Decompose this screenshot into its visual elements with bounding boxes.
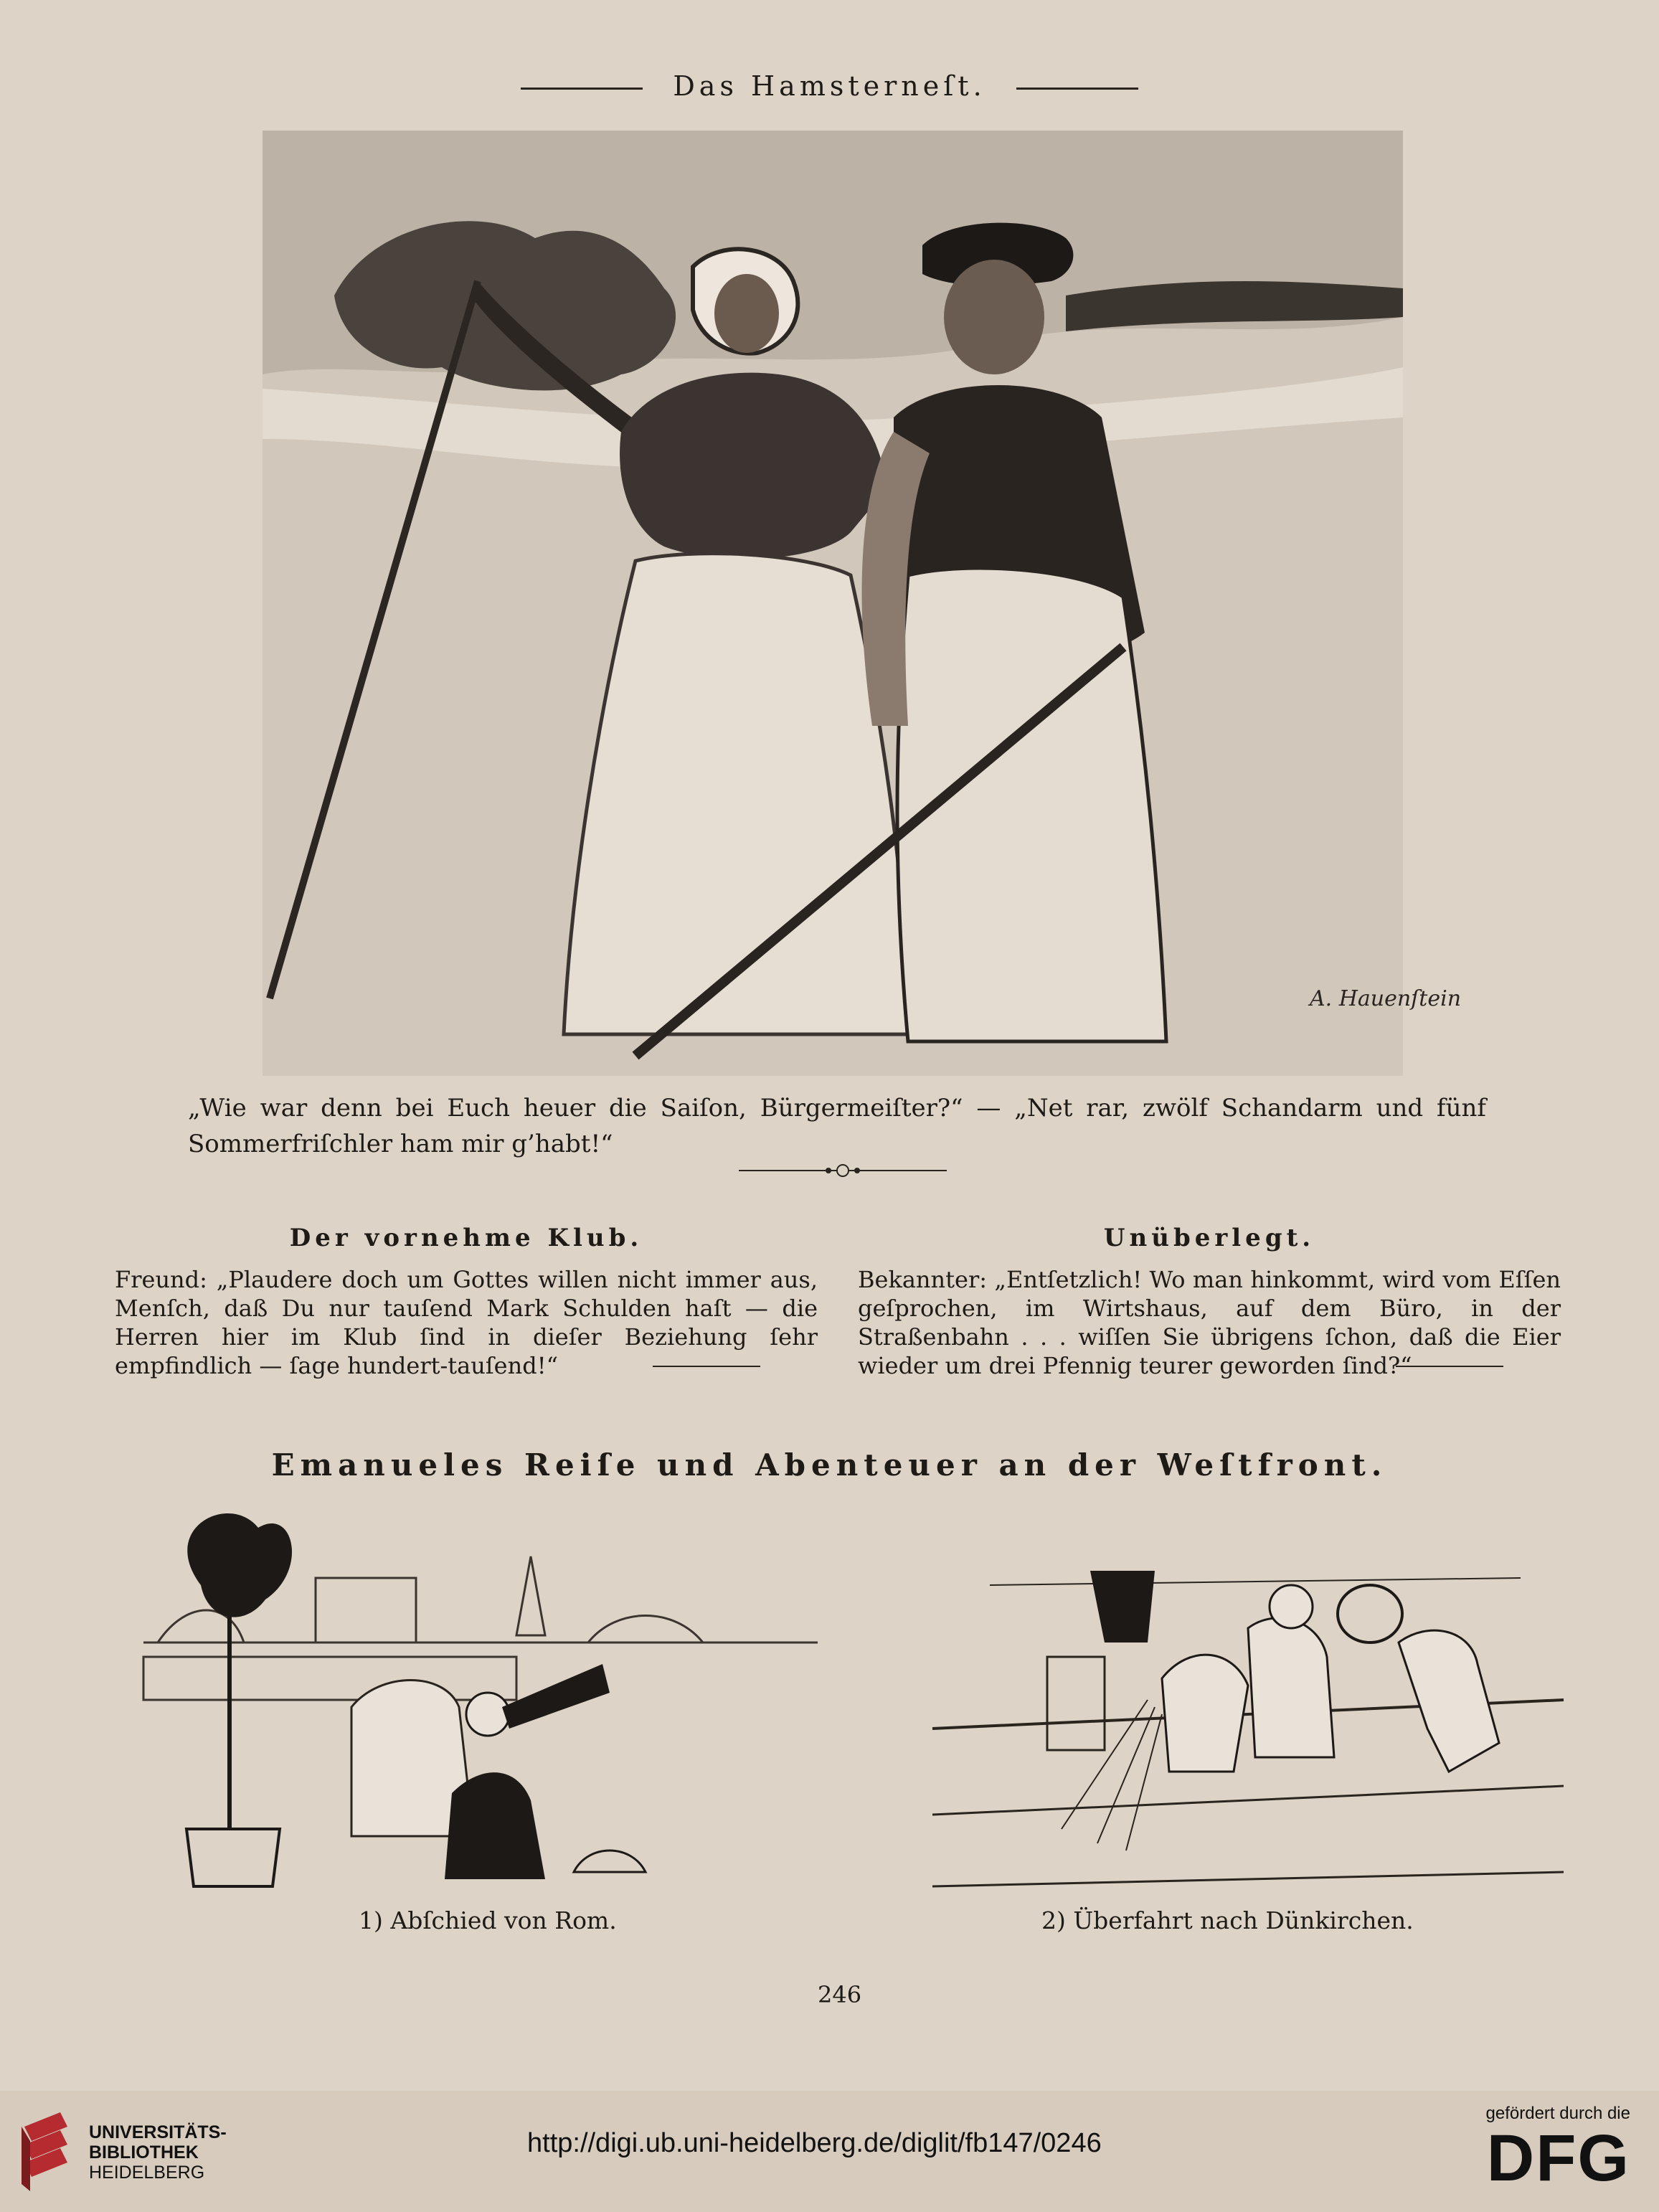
right-column-title: Unüberlegt.	[1103, 1224, 1315, 1252]
permalink-url[interactable]: http://digi.ub.uni-heidelberg.de/diglit/fb147/0246	[527, 2128, 1102, 2158]
right-column-text: Bekannter: „Entſetzlich! Wo man hinkommt, wird vom Eſſen geſprochen, im Wirtshaus, auf dem Büro, in der Straßenbahn . . . wiſſen Sie übrigens ſchon, daß die Eier wieder um drei Pfennig teurer geworden ſind?“	[858, 1266, 1561, 1379]
artist-signature: A. Hauenſtein	[1310, 986, 1462, 1011]
potted-tree	[187, 1513, 292, 1617]
panel-1-drawing	[143, 1499, 818, 1894]
panel-illustration-2	[932, 1513, 1564, 1901]
sailor-1	[1248, 1618, 1334, 1757]
panel-1-caption: 1) Abſchied von Rom.	[359, 1906, 617, 1934]
main-caption: „Wie war denn bei Euch heuer die Saiſon, Bürgermeiſter?“ — „Net rar, zwölf Schandarm und fünf Sommerfriſchler ham mir g’habt!“	[188, 1094, 1486, 1158]
panel-illustration-1	[143, 1499, 818, 1894]
footer-bar	[0, 2091, 1659, 2212]
woman-face	[714, 274, 779, 353]
ub-line-1: UNIVERSITÄTS-	[89, 2122, 227, 2142]
flower-tub	[186, 1829, 280, 1886]
telescope	[502, 1664, 610, 1729]
right-column-end-rule	[1396, 1366, 1503, 1367]
ub-logo-text	[89, 2122, 227, 2183]
header-rule-left	[521, 88, 643, 90]
ub-line-2: BIBLIOTHEK	[89, 2142, 199, 2163]
life-ring	[1338, 1585, 1402, 1643]
ornament-divider	[739, 1162, 947, 1179]
main-illustration-drawing	[263, 131, 1462, 1076]
ub-logo-icon	[17, 2112, 79, 2191]
seasick-emanuele	[1162, 1655, 1248, 1772]
emanuele	[445, 1772, 545, 1879]
left-column-text: Freund: „Plaudere doch um Gottes willen nicht immer aus, Menſch, daß Du nur tauſend Mark Schulden haſt — die Herren hier im Klub ſind in dieſer Beziehung ſehr empfindlich — ſage hundert-tauſend!“	[115, 1266, 818, 1379]
left-column-end-rule	[653, 1366, 760, 1367]
header-rule-right	[1016, 88, 1138, 90]
left-column-title: Der vornehme Klub.	[289, 1224, 643, 1252]
header-title: Das Hamsterneſt.	[673, 70, 986, 102]
ub-line-3: HEIDELBERG	[89, 2163, 205, 2183]
university-library-logo[interactable]	[17, 2112, 232, 2191]
dfg-funder[interactable]	[1458, 2104, 1630, 2193]
page-number: 246	[818, 1981, 862, 2008]
dfg-logo: DFG	[1486, 2122, 1630, 2195]
running-header	[0, 70, 1659, 102]
right-column	[858, 1224, 1561, 1379]
man-face	[944, 260, 1044, 374]
panel-2-caption: 2) Überfahrt nach Dünkirchen.	[1041, 1906, 1414, 1934]
handbag	[574, 1851, 646, 1872]
sailor-2	[1399, 1630, 1499, 1772]
section-title: Emanueles Reiſe und Abenteuer an der Weſtfront.	[271, 1447, 1388, 1483]
main-illustration	[263, 131, 1462, 1076]
stovepipe-hat	[1090, 1571, 1155, 1643]
left-column	[115, 1224, 818, 1379]
funder-label: gefördert durch die	[1485, 2104, 1630, 2123]
panel-2-drawing	[932, 1513, 1564, 1901]
